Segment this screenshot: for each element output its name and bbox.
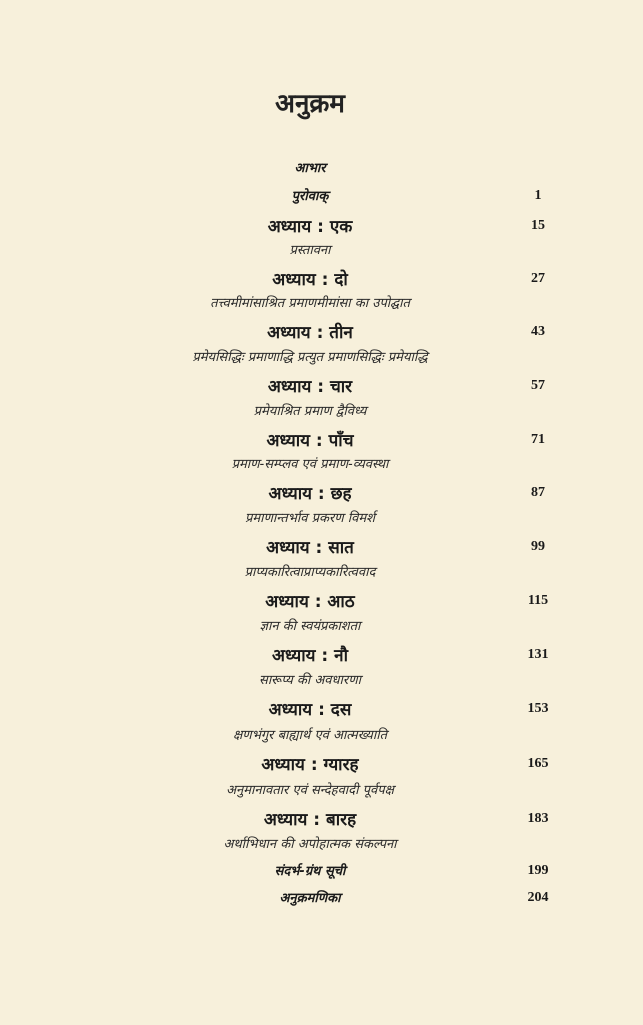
entry-title: ज्ञान की स्वयंप्रकाशता — [259, 619, 361, 634]
entry-title: प्रमेयसिद्धिः प्रमाणाद्धि प्रत्युत प्रमाणसिद्धिः प्रमेयाद्धि — [192, 350, 428, 365]
entry-title: प्रमाणान्तर्भाव प्रकरण विमर्श — [244, 511, 376, 526]
chapter-heading: अध्याय : ग्यारह — [261, 755, 359, 775]
chapter-heading: अध्याय : नौ — [272, 646, 348, 666]
page-number: 43 — [531, 324, 545, 339]
page-number: 27 — [531, 271, 545, 286]
chapter-heading: अध्याय : दो — [272, 270, 348, 290]
page-number: 1 — [534, 188, 542, 203]
entry-title: प्राप्यकारित्वाप्राप्यकारित्ववाद — [244, 565, 376, 580]
entry-title: संदर्भ-ग्रंथ सूची — [274, 864, 346, 879]
entry-title: प्रमेयाश्रित प्रमाण द्वैविध्य — [253, 404, 367, 419]
page-number: 87 — [531, 485, 545, 500]
entry-title: क्षणभंगुर बाह्यार्थ एवं आत्मख्याति — [232, 728, 387, 743]
entry-title: अनुक्रमणिका — [279, 891, 341, 906]
page-number: 15 — [531, 218, 545, 233]
page-number: 204 — [527, 890, 549, 905]
chapter-heading: अध्याय : सात — [266, 538, 354, 558]
chapter-heading: अध्याय : चार — [267, 377, 353, 397]
page-number: 183 — [527, 811, 549, 826]
chapter-heading: अध्याय : छह — [268, 484, 352, 504]
chapter-heading: अध्याय : पाँच — [266, 431, 354, 451]
entry-title: प्रस्तावना — [289, 243, 331, 258]
chapter-heading: अध्याय : एक — [267, 217, 353, 237]
entry-title: पुरोवाक् — [291, 189, 329, 204]
page-number: 199 — [527, 863, 549, 878]
page-number: 57 — [531, 378, 545, 393]
page-title: अनुक्रम — [275, 89, 345, 119]
entry-title: आभार — [294, 161, 326, 176]
table-of-contents — [0, 150, 643, 910]
page-number: 153 — [527, 701, 549, 716]
chapter-heading: अध्याय : तीन — [267, 323, 353, 343]
chapter-heading: अध्याय : बारह — [263, 810, 357, 830]
entry-title: प्रमाण-सम्प्लव एवं प्रमाण-व्यवस्था — [231, 457, 389, 472]
page-number: 165 — [527, 756, 549, 771]
entry-title: सारूप्य की अवधारणा — [259, 673, 361, 688]
entry-title: अर्थाभिधान की अपोहात्मक संकल्पना — [223, 837, 397, 852]
page-number: 71 — [531, 432, 545, 447]
page-number: 131 — [527, 647, 549, 662]
page-number: 99 — [531, 539, 545, 554]
chapter-heading: अध्याय : आठ — [265, 592, 355, 612]
chapter-heading: अध्याय : दस — [268, 700, 352, 720]
entry-title: तत्त्वमीमांसाश्रित प्रमाणमीमांसा का उपोद्घात — [210, 296, 410, 311]
entry-title: अनुमानावतार एवं सन्देहवादी पूर्वपक्ष — [226, 783, 394, 798]
page-number: 115 — [527, 593, 549, 608]
